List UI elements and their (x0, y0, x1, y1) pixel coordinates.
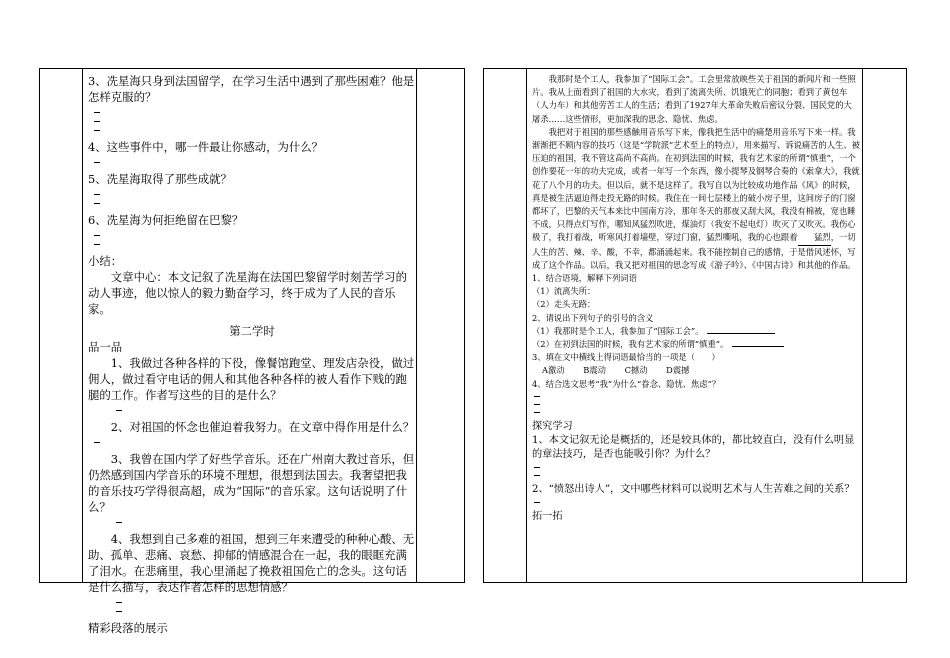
answer-blank (94, 235, 100, 236)
answer-blank (116, 410, 122, 411)
left-page-margin-line (82, 69, 83, 582)
answer-blank (94, 194, 100, 195)
explore-question-1: 1、本文记叙无论是概括的，还是较具体的，都比较直白，没有什么明显的章法技巧，是否也能吸引你？为什么？ (532, 434, 855, 460)
tuozhan-section-title: 拓一拓 (532, 510, 563, 522)
option-c[interactable]: C撼动 (624, 365, 648, 376)
right-page-margin-line (526, 69, 527, 582)
reading-question-1: 1、结合语境，解释下列词语 (532, 273, 637, 284)
pin-section-title: 品一品 (88, 340, 123, 354)
passage-paragraph-2 (532, 126, 860, 272)
option-d[interactable]: D震撼 (666, 365, 690, 376)
answer-blank (94, 130, 100, 131)
reading-question-2a (532, 325, 860, 338)
reading-question-1a: （1）流离失所： (532, 286, 596, 297)
answer-blank (94, 244, 100, 245)
pin-question-3: 3、我曾在国内学了好些学音乐。还在广州南大教过音乐，但仍然感到国内学音乐的环境不理想，很想到法国去。我奢望把我的音乐技巧学得很高超，成为“国际”的音乐家。这句话说明了什么？ (88, 452, 415, 514)
reading-question-3: 3、填在文中横线上得词语最恰当的一项是（ ） (532, 352, 720, 363)
right-page-right-line (862, 69, 863, 582)
right-page (483, 68, 907, 583)
lesson-2-title: 第二学时 (229, 324, 275, 338)
pin-question-4: 4、我想到自己多难的祖国，想到三年来遭受的种种心酸、无助、孤单、悲痛、哀愁、抑郁的情感混合在一起，我的眼眶充满了泪水。在悲痛里，我心里涌起了挽救祖国危亡的念头。这句话是什么描写，表达作者怎样的思想情感？ (88, 532, 415, 594)
summary-text: 文章中心：本文记叙了冼星海在法国巴黎留学时刻苦学习的动人事迹，他以惊人的毅力勤奋学习，终于成为了人民的音乐家。 (88, 270, 407, 316)
answer-line[interactable] (707, 333, 775, 334)
left-page-content (88, 73, 416, 635)
showcase-title: 精彩段落的展示 (88, 621, 168, 635)
reading-question-2: 2、请说出下列句子的引号的含义 (532, 312, 654, 323)
answer-blank (534, 475, 540, 476)
option-a[interactable]: A激动 (542, 365, 565, 376)
answer-blank (94, 162, 100, 163)
reading-question-3-options (532, 364, 860, 377)
explore-question-2: 2、“愤怒出诗人”，文中哪些材料可以说明艺术与人生苦难之间的关系？ (532, 483, 855, 495)
answer-blank (534, 396, 540, 397)
reading-question-2b (532, 338, 860, 351)
left-page (39, 68, 465, 635)
passage-paragraph-2-text: 我把对于祖国的那些感触用音乐写下来，像我把生活中的痛楚用音乐写下来一样。我渐渐把不顾内容的技巧（这是“学院派”艺术至上的特点），用来描写、诉说痛苦的人生、被压迫的祖国，我不管这高尚不高尚。在初到法国的时候，我有艺术家的所谓“慎重”，一个创作要花一年的功夫完成，或者一年写一个东西，像小提琴及钢琴合奏的《索拿大》，我就花了八个月的功夫。但以后，就不是这样了。我写自以为比较成功地作品《风》的时候，真是被生活逼迫得走投无路的时候。我住在一间七层楼上的破小房子里，这间房子的门窗都坏了，巴黎的天气本来比中国南方冷，那年冬天的那夜又刮大风，我没有棉被，宽也睡不成，只得点灯写作，哪知风猛烈吹进，煤油灯（我安不起电灯）吹灭了又吹灭。我伤心极了，我打着战，听寒风打着墙壁，穿过门窗，猛烈嘶吼，我的心也跟着 (532, 126, 860, 243)
answer-blank (116, 602, 122, 603)
answer-blank (94, 112, 100, 113)
answer-blank (534, 404, 540, 405)
reading-question-2b-text: （2）在初到法国的时候，我有艺术家的所谓“慎重”。 (532, 339, 729, 350)
question-6: 6、冼星海为何拒绝留在巴黎？ (88, 213, 244, 227)
option-b[interactable]: B震动 (583, 365, 606, 376)
question-5: 5、冼星海取得了那些成就？ (88, 172, 232, 186)
pin-question-1: 1、我做过各种各样的下役，像餐馆跑堂、理发店杂役，做过佣人，做过看守电话的佣人和其他各种各样的被人看作下贱的跑腿的工作。作者写这些的目的是什么？ (88, 356, 415, 402)
reading-question-2a-text: （1）我那时是个工人，我参加了“国际工会”。 (532, 325, 704, 336)
summary-title: 小结： (88, 254, 123, 268)
answer-blank (534, 412, 540, 413)
question-4: 4、这些事件中，哪一件最让你感动，为什么？ (88, 140, 324, 154)
reading-question-4: 4、结合选文思考“我”为什么“眷念、隐忧、焦虑”？ (532, 378, 721, 389)
pin-question-2: 2、对祖国的怀念也催迫着我努力。在文章中得作用是什么？ (110, 420, 415, 434)
answer-blank (534, 502, 540, 503)
answer-blank (94, 203, 100, 204)
question-3: 3、冼星海只身到法国留学，在学习生活中遇到了那些困难？他是怎样克服的？ (88, 74, 415, 104)
answer-line[interactable] (732, 346, 784, 347)
answer-blank (94, 442, 100, 443)
answer-blank (94, 121, 100, 122)
answer-blank (116, 611, 122, 612)
passage-paragraph-1: 我那时是个工人，我参加了“国际工会”。工会里常放映些关于祖国的新闻片和一些照片。我从上面看到了祖国的大水灾，看到了流离失所、饥饿死亡的同胞；看到了黄包车（人力车）和其他劳苦工人的生活；看到了1927年大革命失败后密议分裂、国民党的大屠杀……这些情形，更加深我的思念、隐忧、焦虑。 (532, 74, 856, 124)
answer-blank (534, 467, 540, 468)
reading-question-1b: （2）走头无路： (532, 299, 596, 310)
explore-section-title: 探究学习 (532, 420, 573, 432)
right-page-content (532, 73, 860, 582)
fill-blank[interactable]: 猛烈 (798, 231, 831, 245)
answer-blank (116, 522, 122, 523)
left-page-right-line (416, 69, 417, 582)
passage-paragraph-2-tail: ，一切人生的苦、辣、辛、酸，不幸，都涌涌起来。我不能控制自己的感情，于是借风述怀，写成了这个作品。以后，我又把对祖国的思念写成《游子吟》、《中国古诗》和其他的作品。 (532, 232, 856, 270)
